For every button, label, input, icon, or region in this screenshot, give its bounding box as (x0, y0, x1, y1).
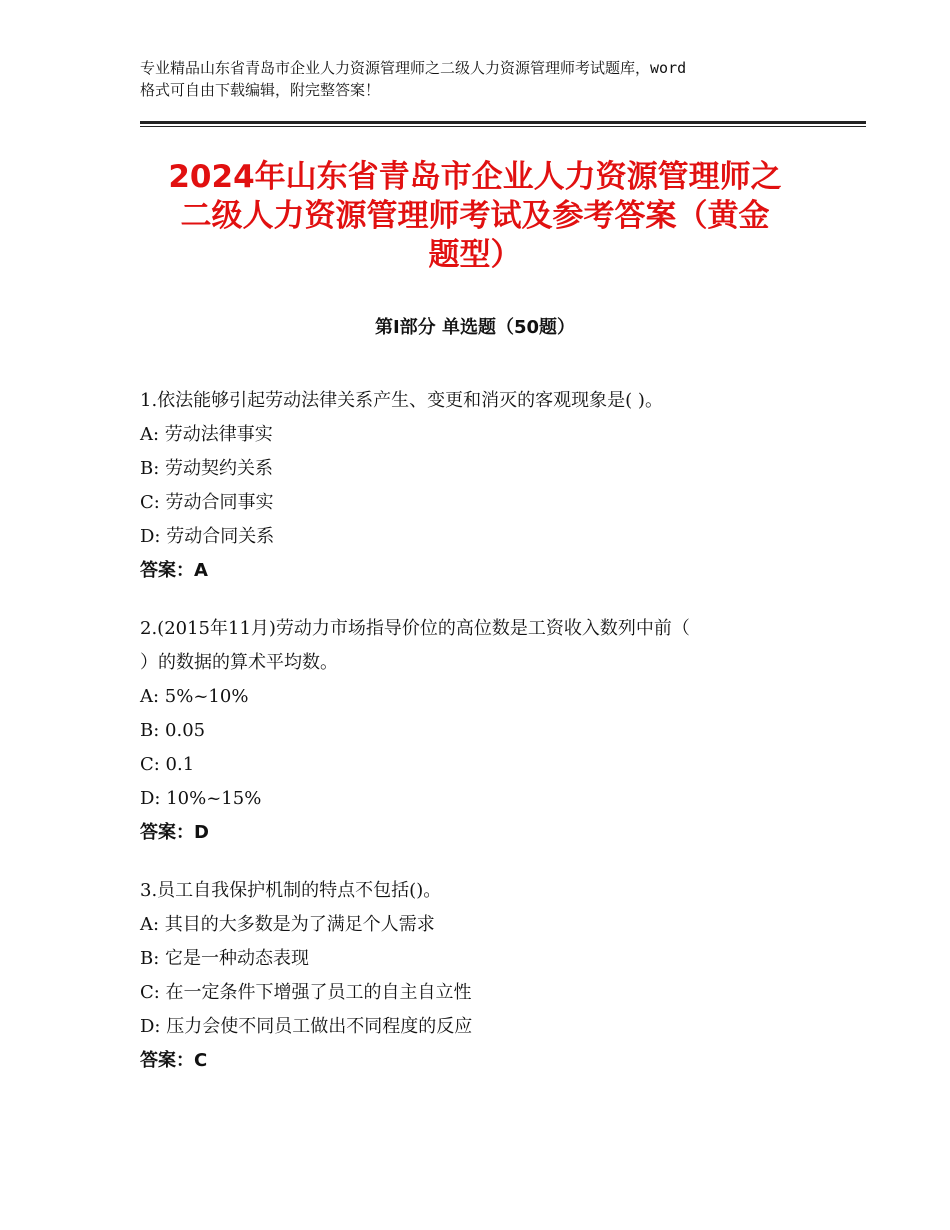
answer-label: 答案：D (140, 822, 209, 843)
question-1 (140, 384, 820, 588)
document-title-line-2: 二级人力资源管理师考试及参考答案（黄金 (180, 198, 770, 234)
header-note-line-1: 专业精品山东省青岛市企业人力资源管理师之二级人力资源管理师考试题库，word (140, 59, 687, 77)
answer-label: 答案：A (140, 560, 208, 581)
question-stem: 3.员工自我保护机制的特点不包括()。 (140, 880, 442, 901)
document-title-line-1: 2024年山东省青岛市企业人力资源管理师之 (168, 159, 782, 195)
option-c: C: 劳动合同事实 (140, 492, 274, 513)
question-3 (140, 874, 820, 1078)
answer-label: 答案：C (140, 1050, 208, 1071)
question-2 (140, 612, 820, 850)
question-stem: 1.依法能够引起劳动法律关系产生、变更和消灭的客观现象是( )。 (140, 390, 663, 411)
document-title (140, 158, 810, 275)
header-divider-thin (140, 126, 866, 127)
header-divider-thick (140, 121, 866, 124)
question-stem-continued: ）的数据的算术平均数。 (140, 652, 338, 673)
option-a: A: 5%~10% (140, 686, 249, 707)
option-d: D: 10%~15% (140, 788, 262, 809)
option-d: D: 劳动合同关系 (140, 526, 275, 547)
option-a: A: 劳动法律事实 (140, 424, 273, 445)
question-stem: 2.(2015年11月)劳动力市场指导价位的高位数是工资收入数列中前（ (140, 618, 690, 639)
option-d: D: 压力会使不同员工做出不同程度的反应 (140, 1016, 473, 1037)
option-b: B: 它是一种动态表现 (140, 948, 310, 969)
header-note-line-2: 格式可自由下载编辑，附完整答案！ (140, 81, 381, 99)
option-a: A: 其目的大多数是为了满足个人需求 (140, 914, 435, 935)
option-b: B: 劳动契约关系 (140, 458, 274, 479)
option-c: C: 0.1 (140, 754, 195, 775)
section-heading: 第Ⅰ部分 单选题（50题） (374, 317, 575, 338)
header-note (140, 57, 820, 101)
document-title-line-3: 题型） (428, 237, 522, 273)
option-b: B: 0.05 (140, 720, 206, 741)
question-list (140, 384, 820, 1102)
option-c: C: 在一定条件下增强了员工的自主自立性 (140, 982, 472, 1003)
